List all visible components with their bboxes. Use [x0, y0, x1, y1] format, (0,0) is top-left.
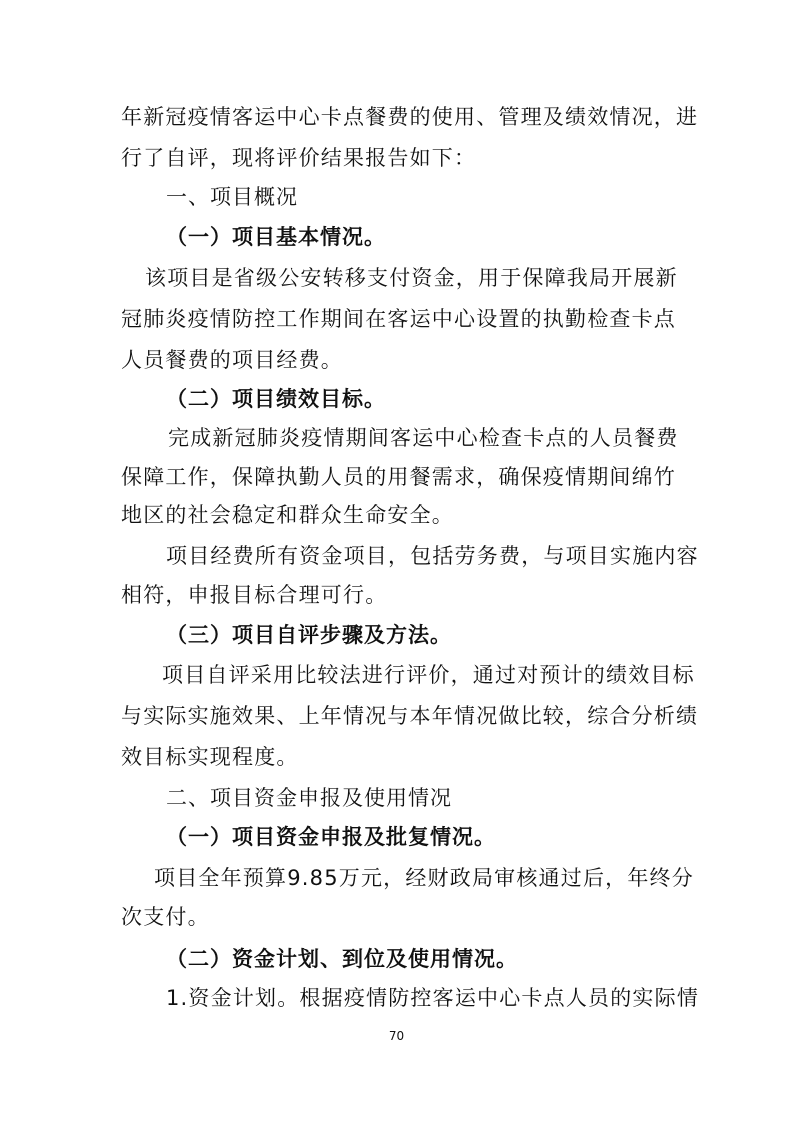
body-line: 冠肺炎疫情防控工作期间在客运中心设置的执勤检查卡点 — [121, 307, 676, 331]
body-line: 项目经费所有资金项目，包括劳务费，与项目实施内容 — [166, 544, 699, 568]
body-line: 完成新冠肺炎疫情期间客运中心检查卡点的人员餐费 — [168, 426, 679, 450]
body-line: 项目全年预算9.85万元，经财政局审核通过后，年终分 — [154, 866, 694, 890]
page-number: 70 — [388, 1029, 405, 1043]
body-line: 保障工作，保障执勤人员的用餐需求，确保疫情期间绵竹 — [121, 465, 676, 489]
subsection-heading: （一）项目基本情况。 — [166, 225, 386, 249]
body-line: 效目标实现程度。 — [121, 745, 299, 769]
body-line: 该项目是省级公安转移支付资金，用于保障我局开展新 — [145, 266, 678, 290]
body-line: 行了自评，现将评价结果报告如下： — [121, 146, 477, 170]
section-heading: 二、项目资金申报及使用情况 — [166, 786, 452, 810]
section-heading: 一、项目概况 — [166, 185, 298, 209]
body-line: 项目自评采用比较法进行评价，通过对预计的绩效目标 — [162, 663, 695, 687]
body-line: 年新冠疫情客运中心卡点餐费的使用、管理及绩效情况，进 — [121, 105, 699, 129]
body-line: 人员餐费的项目经费。 — [121, 348, 343, 372]
body-line: 次支付。 — [121, 905, 210, 929]
subsection-heading: （二）资金计划、到位及使用情况。 — [166, 947, 518, 971]
subsection-heading: （一）项目资金申报及批复情况。 — [166, 825, 496, 849]
subsection-heading: （二）项目绩效目标。 — [166, 387, 386, 411]
body-line: 相符，申报目标合理可行。 — [121, 583, 388, 607]
body-line: 1.资金计划。根据疫情防控客运中心卡点人员的实际情 — [166, 986, 700, 1010]
subsection-heading: （三）项目自评步骤及方法。 — [166, 623, 452, 647]
body-line: 与实际实施效果、上年情况与本年情况做比较，综合分析绩 — [121, 704, 699, 728]
body-line: 地区的社会稳定和群众生命安全。 — [121, 503, 454, 527]
